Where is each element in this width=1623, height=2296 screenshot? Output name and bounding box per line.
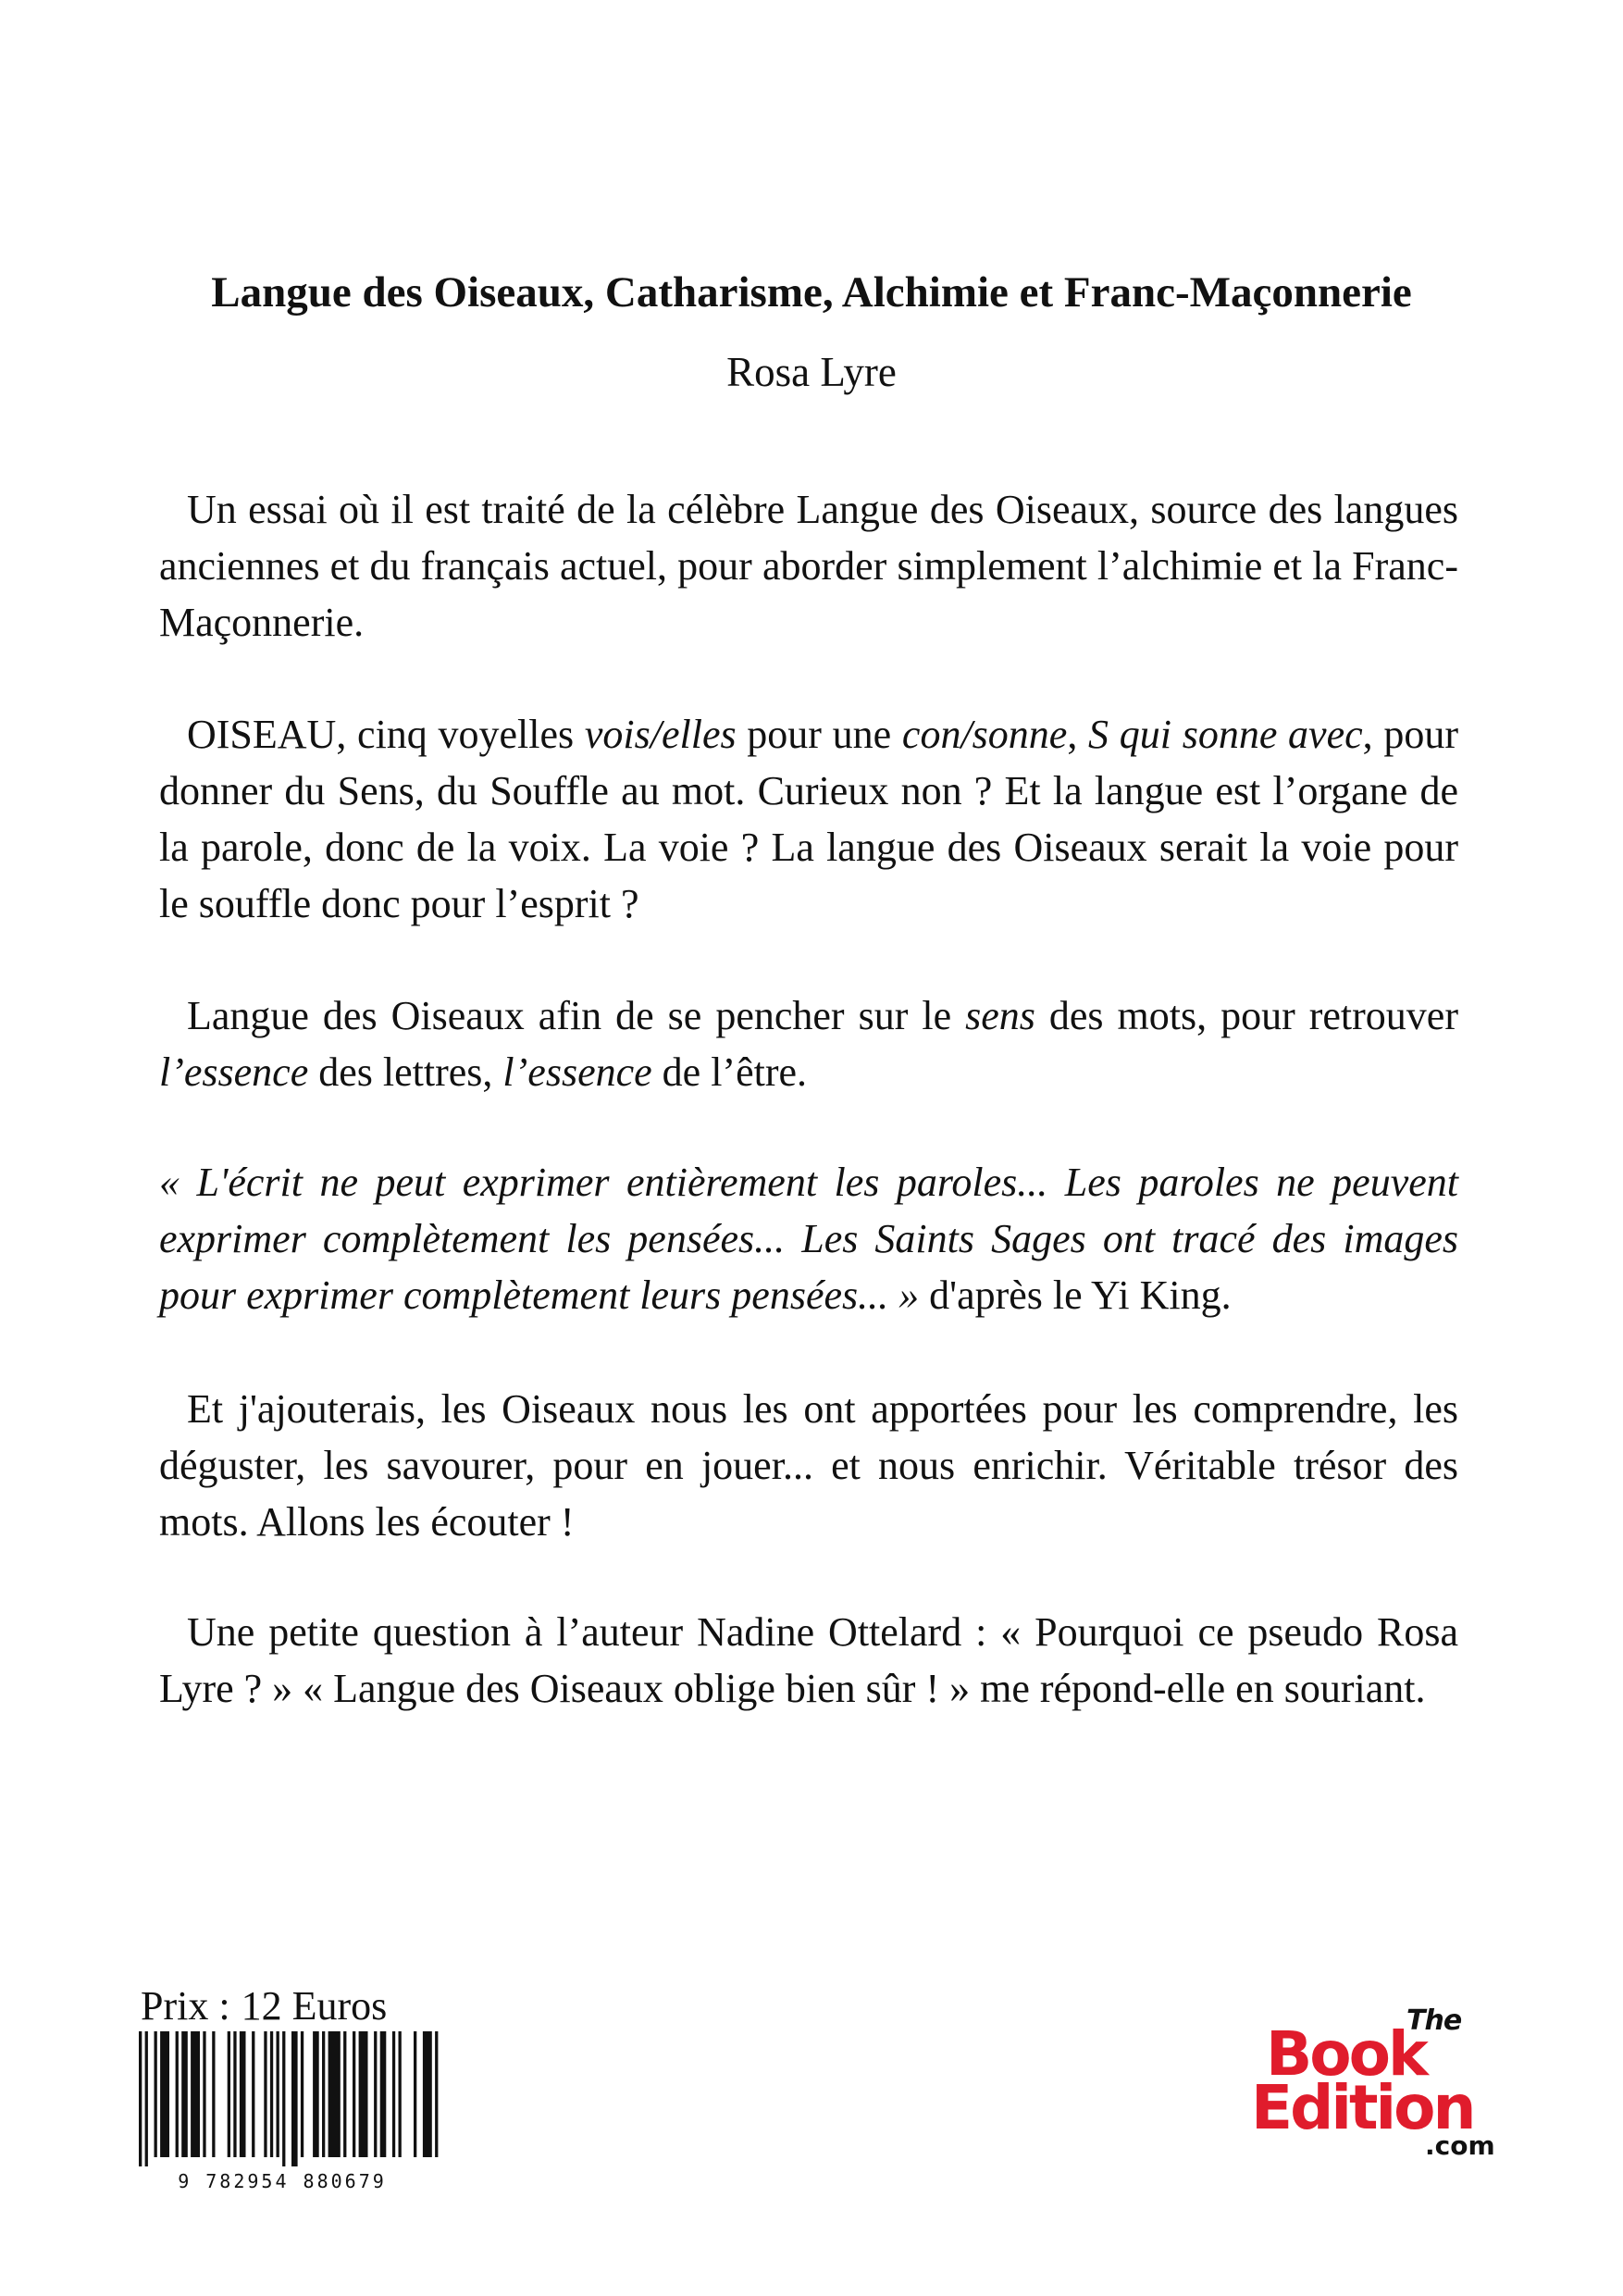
paragraph-oiseau: [159, 706, 1458, 932]
blurb: [159, 481, 1458, 1717]
paragraph-sens: [159, 987, 1458, 1100]
text-segment: OISEAU, cinq voyelles: [187, 712, 585, 757]
barcode-bar: [277, 2031, 279, 2157]
italic-segment: vois/elles: [584, 712, 737, 757]
barcode-bar: [233, 2031, 236, 2157]
barcode-bar: [203, 2031, 205, 2157]
italic-segment: l’essence: [502, 1049, 652, 1095]
barcode-bar: [322, 2031, 325, 2157]
paragraph-intro: Un essai où il est traité de la célèbre Langue des Oiseaux, source des langues anciennes et du français actuel, pour aborder simplement l’alchimie et la Franc-Maçonnerie.: [159, 487, 1458, 645]
barcode-bar: [160, 2031, 169, 2157]
quote-source: d'après le Yi King.: [919, 1272, 1232, 1318]
text-segment: Langue des Oiseaux afin de se pencher sur le: [187, 993, 966, 1038]
barcode-bar: [181, 2031, 188, 2157]
barcode-bar: [240, 2031, 246, 2157]
paragraph-oiseaux: Et j'ajouterais, les Oiseaux nous les ont apportées pour les comprendre, les déguster, les savourer, pour en jouer... et nous enrichir. Véritable trésor des mots. Allons les écouter !: [159, 1386, 1458, 1545]
text-segment: ,: [1067, 712, 1089, 757]
barcode-digits: 9 782954 880679: [178, 2170, 387, 2192]
barcode-bar: [435, 2031, 438, 2157]
text-segment: des mots, pour retrouver: [1035, 993, 1458, 1038]
text-segment: des lettres,: [308, 1049, 503, 1095]
barcode-bar: [145, 2031, 148, 2166]
barcode-bar: [155, 2031, 157, 2157]
quote-text: « L'écrit ne peut exprimer entièrement les paroles... Les paroles ne peuvent exprimer complètement les pensées... Les Saints Sages ont tracé des images pour exprimer complètement leurs pensées... »: [159, 1160, 1458, 1318]
text-segment: pour une: [736, 712, 902, 757]
italic-segment: con/sonne: [901, 712, 1068, 757]
logo-edition: Edition: [1251, 2072, 1474, 2143]
barcode-bar: [301, 2031, 304, 2157]
barcode-bar: [343, 2031, 346, 2157]
barcode-bar: [380, 2031, 387, 2157]
author-name: Rosa Lyre: [726, 349, 897, 395]
text-segment: , pour donner du Sens, du Souffle au mot. Curieux non ? Et la langue est l’organe de la parole, donc de la voix. La voie ? La langue des Oiseaux serait la voie pour le souffle donc pour l’esprit ?: [159, 712, 1459, 926]
italic-segment: S qui sonne avec: [1088, 712, 1363, 757]
barcode-bar: [423, 2031, 432, 2157]
barcode-bar: [282, 2031, 285, 2166]
price: [141, 1980, 387, 2032]
barcode-bar: [176, 2031, 179, 2157]
barcode-bar: [252, 2031, 254, 2157]
book-title: Langue des Oiseaux, Catharisme, Alchimie et Franc-Maçonnerie: [211, 268, 1412, 316]
barcode-bar: [270, 2031, 273, 2157]
barcode-bar: [291, 2031, 298, 2166]
barcode-bar: [228, 2031, 230, 2157]
barcode-bar: [414, 2031, 416, 2157]
text-segment: de l’être.: [651, 1049, 808, 1095]
barcode-bar: [191, 2031, 200, 2157]
barcode-bar: [374, 2031, 377, 2157]
price-value: 12 Euros: [241, 1983, 388, 2029]
logo-com: .com: [1425, 2130, 1495, 2161]
barcode-bar: [264, 2031, 266, 2157]
barcode-bars: [126, 2031, 439, 2166]
barcode-bar: [313, 2031, 319, 2157]
barcode-bar: [399, 2031, 402, 2157]
thebookedition-logo: [1251, 2004, 1519, 2161]
barcode-bar: [359, 2031, 368, 2157]
barcode-bar: [212, 2031, 215, 2157]
italic-segment: l’essence: [159, 1049, 309, 1095]
barcode-bar: [392, 2031, 395, 2157]
italic-segment: sens: [965, 993, 1035, 1038]
barcode-bar: [328, 2031, 341, 2157]
logo-book: Book: [1266, 2018, 1426, 2090]
barcode: [126, 2031, 439, 2198]
barcode-bar: [139, 2031, 142, 2166]
barcode-bar: [353, 2031, 355, 2157]
price-label: Prix :: [141, 1983, 230, 2029]
logo-the: The: [1406, 2004, 1462, 2037]
paragraph-quote: [159, 1154, 1458, 1323]
paragraph-question: Une petite question à l’auteur Nadine Ottelard : « Pourquoi ce pseudo Rosa Lyre ? » « Langue des Oiseaux oblige bien sûr ! » me répond-elle en souriant.: [159, 1609, 1458, 1711]
